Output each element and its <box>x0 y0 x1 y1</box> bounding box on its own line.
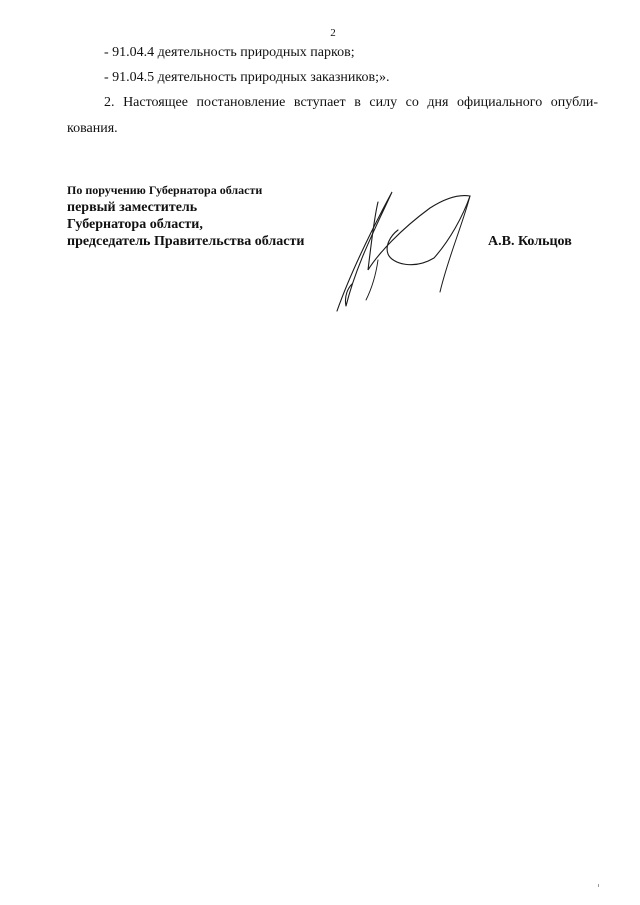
signer-title-line: Губернатора области, <box>67 217 203 232</box>
signer-name: А.В. Кольцов <box>488 234 572 249</box>
handwritten-signature <box>330 188 480 318</box>
paragraph-line: кования. <box>67 121 118 136</box>
signer-title-line: первый заместитель <box>67 200 198 215</box>
paragraph-line: 2. Настоящее постановление вступает в силу со дня официального опубли- <box>104 95 598 110</box>
scan-speck <box>598 884 599 887</box>
list-item: - 91.04.4 деятельность природных парков; <box>104 45 355 60</box>
page-number: 2 <box>330 27 336 39</box>
signer-title-line: председатель Правительства области <box>67 234 305 249</box>
list-item: - 91.04.5 деятельность природных заказников;». <box>104 70 390 85</box>
signature-instruction: По поручению Губернатора области <box>67 183 263 197</box>
